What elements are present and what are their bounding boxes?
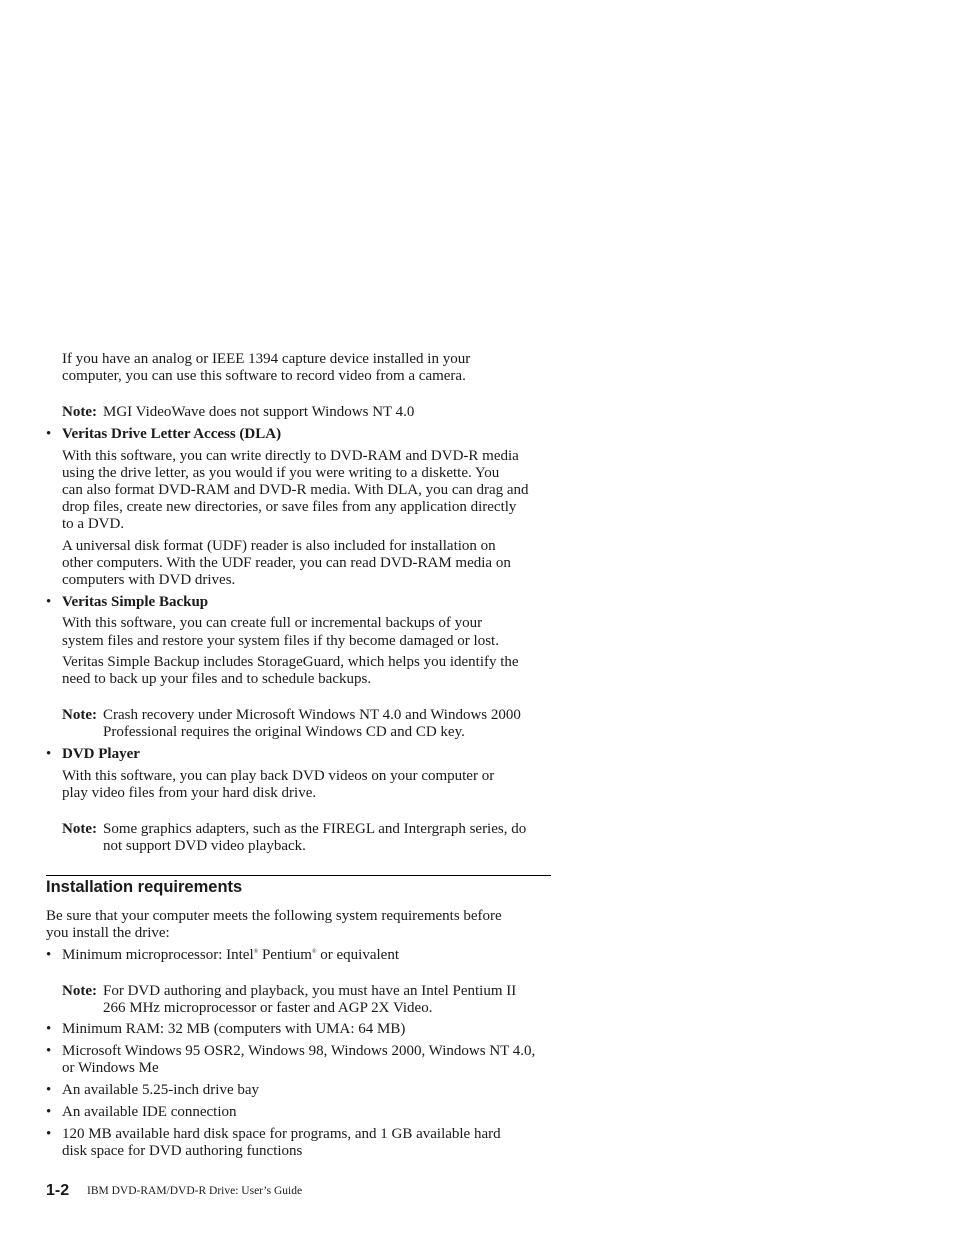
dla-para1-line: using the drive letter, as you would if you were writing to a diskette. You bbox=[62, 465, 500, 481]
note-text: Professional requires the original Windows CD and CD key. bbox=[103, 724, 465, 740]
dla-para2-line: A universal disk format (UDF) reader is also included for installation on bbox=[62, 538, 496, 554]
req-drive-bay: An available 5.25-inch drive bay bbox=[62, 1082, 260, 1098]
bullet: • bbox=[46, 746, 52, 762]
dla-para1-line: can also format DVD-RAM and DVD-R media. With DLA, you can drag and bbox=[62, 482, 529, 498]
req-disk-line: disk space for DVD authoring functions bbox=[62, 1143, 303, 1159]
player-title: DVD Player bbox=[62, 746, 140, 762]
dla-para2-line: computers with DVD drives. bbox=[62, 572, 236, 588]
backup-para1-line: With this software, you can create full or incremental backups of your bbox=[62, 615, 483, 631]
req-microprocessor bbox=[62, 947, 399, 964]
note-text: 266 MHz microprocessor or faster and AGP 2X Video. bbox=[103, 1000, 433, 1016]
section-rule bbox=[46, 875, 551, 876]
req-ram: Minimum RAM: 32 MB (computers with UMA: 64 MB) bbox=[62, 1021, 406, 1037]
bullet: • bbox=[46, 1043, 52, 1059]
bullet: • bbox=[46, 1021, 52, 1037]
bullet: • bbox=[46, 1104, 52, 1120]
note-label: Note: bbox=[62, 983, 97, 999]
section-heading: Installation requirements bbox=[46, 878, 243, 896]
req-os-line: Microsoft Windows 95 OSR2, Windows 98, Windows 2000, Windows NT 4.0, bbox=[62, 1043, 536, 1059]
dla-para2-line: other computers. With the UDF reader, you can read DVD-RAM media on bbox=[62, 555, 511, 571]
page-number: 1-2 bbox=[46, 1182, 70, 1199]
backup-para1-line: system files and restore your system files if thy become damaged or lost. bbox=[62, 633, 499, 649]
intro-line-1: If you have an analog or IEEE 1394 capture device installed in your bbox=[62, 351, 471, 367]
note-text: Crash recovery under Microsoft Windows NT 4.0 and Windows 2000 bbox=[103, 707, 521, 723]
player-para1-line: play video files from your hard disk drive. bbox=[62, 785, 317, 801]
dla-para1-line: drop files, create new directories, or save files from any application directly bbox=[62, 499, 517, 515]
footer-title: IBM DVD-RAM/DVD-R Drive: User’s Guide bbox=[87, 1185, 303, 1197]
note-text: For DVD authoring and playback, you must have an Intel Pentium II bbox=[103, 983, 517, 999]
bullet: • bbox=[46, 1082, 52, 1098]
req-os-line: or Windows Me bbox=[62, 1060, 159, 1076]
req-ide: An available IDE connection bbox=[62, 1104, 237, 1120]
backup-para2-line: need to back up your files and to schedule backups. bbox=[62, 671, 372, 687]
dla-title: Veritas Drive Letter Access (DLA) bbox=[62, 426, 282, 442]
player-para1-line: With this software, you can play back DVD videos on your computer or bbox=[62, 768, 495, 784]
note-text: not support DVD video playback. bbox=[103, 838, 306, 854]
note-text: Some graphics adapters, such as the FIREGL and Intergraph series, do bbox=[103, 821, 527, 837]
bullet: • bbox=[46, 1126, 52, 1142]
backup-title: Veritas Simple Backup bbox=[62, 594, 209, 610]
registered-mark: ® bbox=[311, 949, 317, 955]
req-text: Pentium bbox=[258, 947, 312, 963]
bullet: • bbox=[46, 594, 52, 610]
bullet: • bbox=[46, 426, 52, 442]
note-text: MGI VideoWave does not support Windows NT 4.0 bbox=[103, 404, 415, 420]
section-intro-line: Be sure that your computer meets the following system requirements before bbox=[46, 908, 502, 924]
registered-mark: ® bbox=[253, 949, 259, 955]
note-label: Note: bbox=[62, 821, 97, 837]
intro-line-2: computer, you can use this software to record video from a camera. bbox=[62, 368, 466, 384]
req-text: Minimum microprocessor: Intel bbox=[62, 947, 254, 963]
dla-para1-line: to a DVD. bbox=[62, 516, 125, 532]
section-intro-line: you install the drive: bbox=[46, 925, 170, 941]
note-label: Note: bbox=[62, 707, 97, 723]
dla-para1-line: With this software, you can write directly to DVD-RAM and DVD-R media bbox=[62, 448, 519, 464]
note-label: Note: bbox=[62, 404, 97, 420]
backup-para2-line: Veritas Simple Backup includes StorageGuard, which helps you identify the bbox=[62, 654, 519, 670]
bullet: • bbox=[46, 947, 52, 963]
req-text: or equivalent bbox=[316, 947, 400, 963]
req-disk-line: 120 MB available hard disk space for programs, and 1 GB available hard bbox=[62, 1126, 501, 1142]
